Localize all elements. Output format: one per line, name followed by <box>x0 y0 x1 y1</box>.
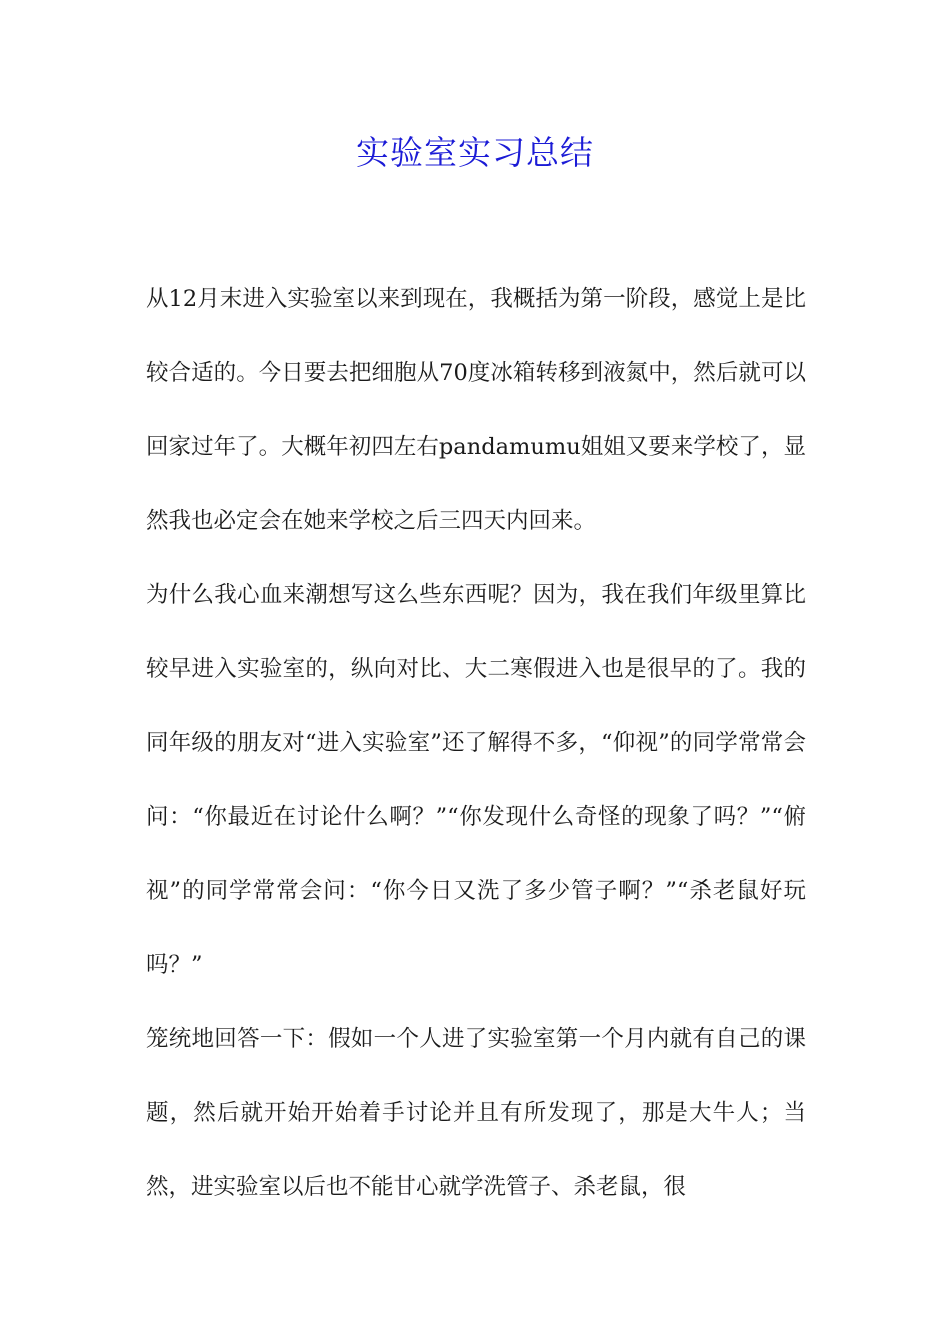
document-title: 实验室实习总结 <box>356 133 594 172</box>
paragraph-3: 笼统地回答一下：假如一个人进了实验室第一个月内就有自己的课题，然后就开始开始着手讨论并且有所发现了，那是大牛人；当然，进实验室以后也不能甘心就学洗管子、杀老鼠，很 <box>146 1026 806 1200</box>
paragraph-1: 从12月末进入实验室以来到现在，我概括为第一阶段，感觉上是比较合适的。今日要去把细胞从70度冰箱转移到液氮中，然后就可以回家过年了。大概年初四左右pandamumu姐姐又要来学校了，显然我也必定会在她来学校之后三四天内回来。 <box>146 286 806 534</box>
paragraph-2: 为什么我心血来潮想写这么些东西呢？因为，我在我们年级里算比较早进入实验室的，纵向对比、大二寒假进入也是很早的了。我的同年级的朋友对“进入实验室”还了解得不多，“仰视”的同学常常会问：“你最近在讨论什么啊？”“你发现什么奇怪的现象了吗？”“俯视”的同学常常会问：“你今日又洗了多少管子啊？”“杀老鼠好玩吗？” <box>146 582 806 978</box>
document-body <box>146 262 806 1224</box>
